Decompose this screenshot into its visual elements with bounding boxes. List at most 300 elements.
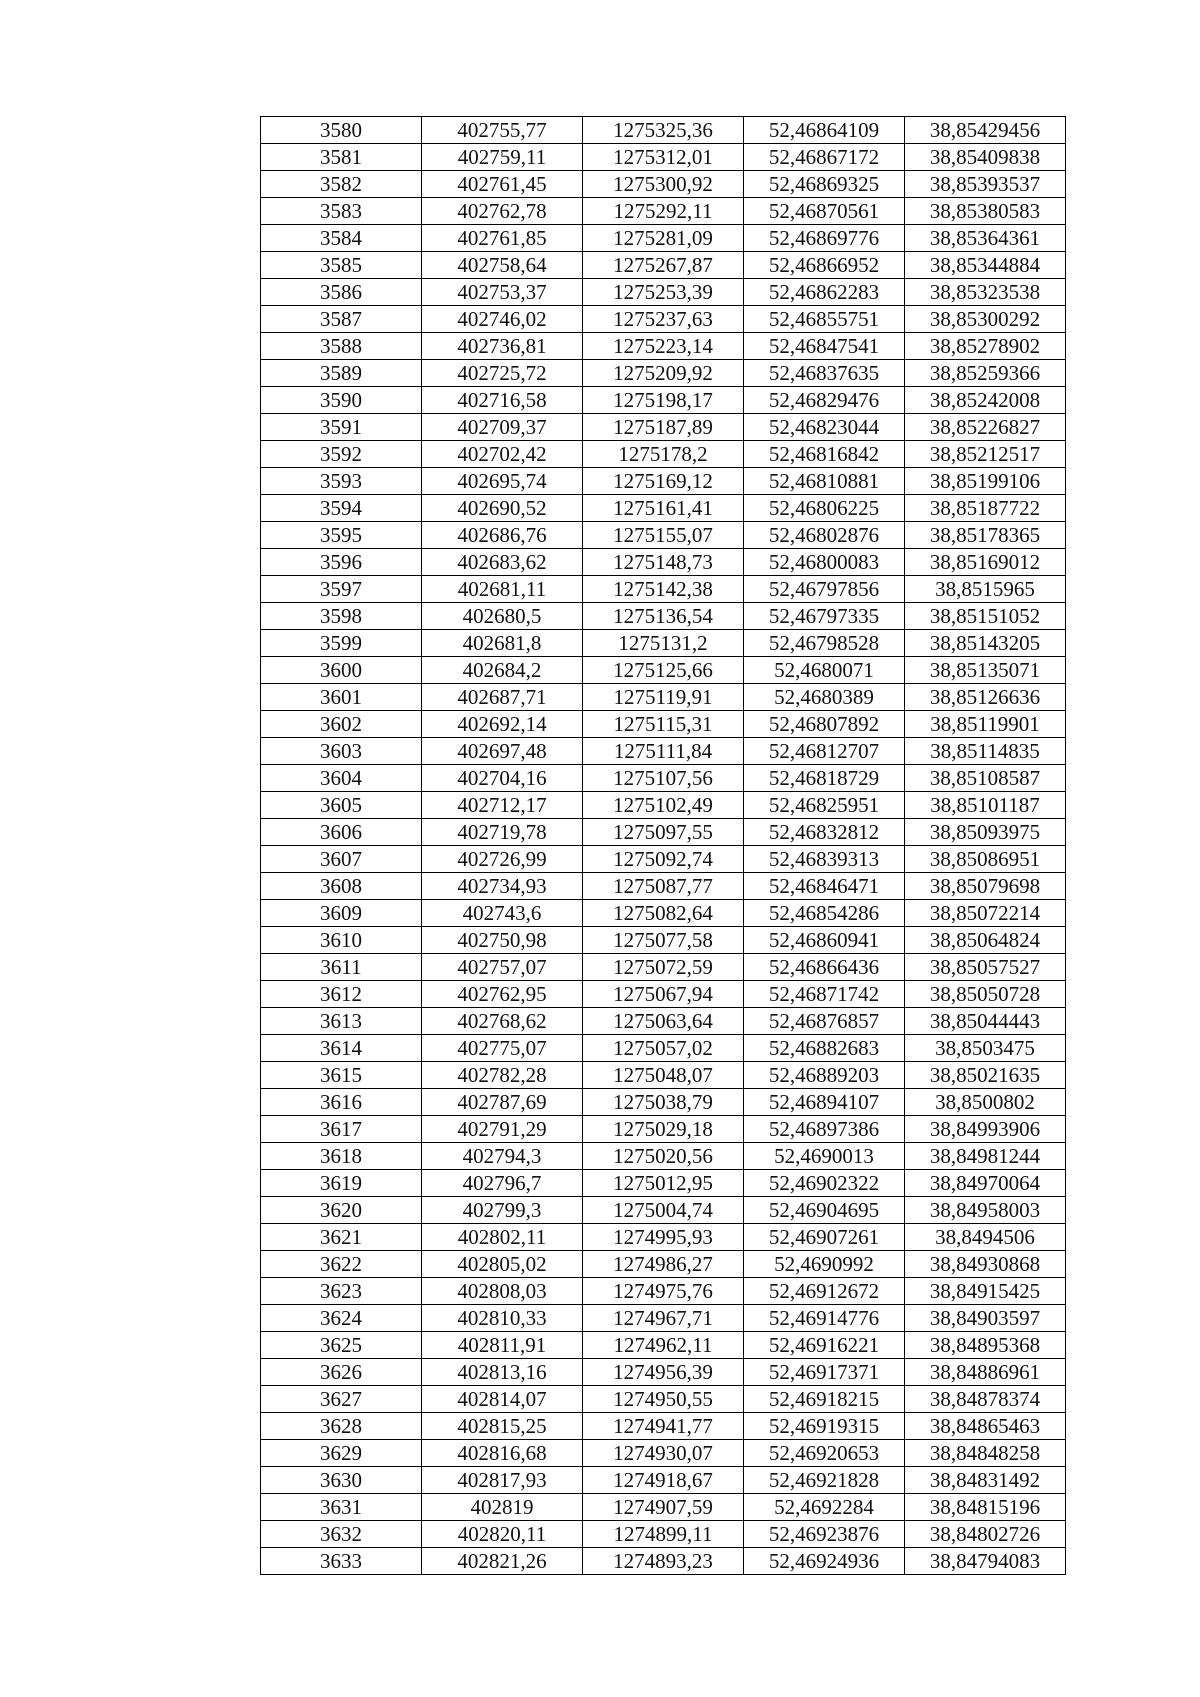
point-number-cell: 3601 <box>261 684 422 711</box>
x-coordinate-cell: 402762,78 <box>422 198 583 225</box>
y-coordinate-cell: 1274918,67 <box>583 1467 744 1494</box>
point-number-cell: 3584 <box>261 225 422 252</box>
x-coordinate-cell: 402746,02 <box>422 306 583 333</box>
point-number-cell: 3614 <box>261 1035 422 1062</box>
latitude-cell: 52,46810881 <box>744 468 905 495</box>
longitude-cell: 38,85278902 <box>905 333 1066 360</box>
point-number-cell: 3622 <box>261 1251 422 1278</box>
longitude-cell: 38,84815196 <box>905 1494 1066 1521</box>
table-row <box>261 954 1066 981</box>
x-coordinate-cell: 402805,02 <box>422 1251 583 1278</box>
table-row <box>261 738 1066 765</box>
longitude-cell: 38,85086951 <box>905 846 1066 873</box>
table-row <box>261 522 1066 549</box>
point-number-cell: 3609 <box>261 900 422 927</box>
latitude-cell: 52,46825951 <box>744 792 905 819</box>
latitude-cell: 52,46914776 <box>744 1305 905 1332</box>
y-coordinate-cell: 1275111,84 <box>583 738 744 765</box>
y-coordinate-cell: 1275136,54 <box>583 603 744 630</box>
x-coordinate-cell: 402761,85 <box>422 225 583 252</box>
latitude-cell: 52,46919315 <box>744 1413 905 1440</box>
latitude-cell: 52,46867172 <box>744 144 905 171</box>
table-row <box>261 981 1066 1008</box>
x-coordinate-cell: 402816,68 <box>422 1440 583 1467</box>
x-coordinate-cell: 402690,52 <box>422 495 583 522</box>
x-coordinate-cell: 402761,45 <box>422 171 583 198</box>
table-row <box>261 117 1066 144</box>
x-coordinate-cell: 402817,93 <box>422 1467 583 1494</box>
point-number-cell: 3590 <box>261 387 422 414</box>
table-row <box>261 846 1066 873</box>
y-coordinate-cell: 1275020,56 <box>583 1143 744 1170</box>
x-coordinate-cell: 402686,76 <box>422 522 583 549</box>
y-coordinate-cell: 1275198,17 <box>583 387 744 414</box>
longitude-cell: 38,85212517 <box>905 441 1066 468</box>
longitude-cell: 38,85101187 <box>905 792 1066 819</box>
longitude-cell: 38,85108587 <box>905 765 1066 792</box>
y-coordinate-cell: 1275169,12 <box>583 468 744 495</box>
point-number-cell: 3599 <box>261 630 422 657</box>
x-coordinate-cell: 402681,11 <box>422 576 583 603</box>
y-coordinate-cell: 1274893,23 <box>583 1548 744 1575</box>
point-number-cell: 3632 <box>261 1521 422 1548</box>
x-coordinate-cell: 402753,37 <box>422 279 583 306</box>
y-coordinate-cell: 1274986,27 <box>583 1251 744 1278</box>
table-row <box>261 1116 1066 1143</box>
point-number-cell: 3618 <box>261 1143 422 1170</box>
longitude-cell: 38,85300292 <box>905 306 1066 333</box>
longitude-cell: 38,84958003 <box>905 1197 1066 1224</box>
table-row <box>261 468 1066 495</box>
latitude-cell: 52,46846471 <box>744 873 905 900</box>
latitude-cell: 52,46923876 <box>744 1521 905 1548</box>
point-number-cell: 3612 <box>261 981 422 1008</box>
longitude-cell: 38,84831492 <box>905 1467 1066 1494</box>
table-row <box>261 198 1066 225</box>
longitude-cell: 38,85344884 <box>905 252 1066 279</box>
latitude-cell: 52,46869776 <box>744 225 905 252</box>
table-row <box>261 1089 1066 1116</box>
latitude-cell: 52,46904695 <box>744 1197 905 1224</box>
longitude-cell: 38,85226827 <box>905 414 1066 441</box>
table-row <box>261 1197 1066 1224</box>
table-row <box>261 1413 1066 1440</box>
latitude-cell: 52,46829476 <box>744 387 905 414</box>
longitude-cell: 38,85393537 <box>905 171 1066 198</box>
longitude-cell: 38,84970064 <box>905 1170 1066 1197</box>
longitude-cell: 38,8500802 <box>905 1089 1066 1116</box>
longitude-cell: 38,85323538 <box>905 279 1066 306</box>
x-coordinate-cell: 402811,91 <box>422 1332 583 1359</box>
y-coordinate-cell: 1275178,2 <box>583 441 744 468</box>
point-number-cell: 3625 <box>261 1332 422 1359</box>
point-number-cell: 3596 <box>261 549 422 576</box>
y-coordinate-cell: 1275312,01 <box>583 144 744 171</box>
x-coordinate-cell: 402768,62 <box>422 1008 583 1035</box>
table-row <box>261 306 1066 333</box>
latitude-cell: 52,46855751 <box>744 306 905 333</box>
point-number-cell: 3607 <box>261 846 422 873</box>
longitude-cell: 38,8515965 <box>905 576 1066 603</box>
longitude-cell: 38,85151052 <box>905 603 1066 630</box>
latitude-cell: 52,46924936 <box>744 1548 905 1575</box>
x-coordinate-cell: 402808,03 <box>422 1278 583 1305</box>
x-coordinate-cell: 402757,07 <box>422 954 583 981</box>
y-coordinate-cell: 1275087,77 <box>583 873 744 900</box>
latitude-cell: 52,46800083 <box>744 549 905 576</box>
table-row <box>261 387 1066 414</box>
x-coordinate-cell: 402681,8 <box>422 630 583 657</box>
y-coordinate-cell: 1275237,63 <box>583 306 744 333</box>
latitude-cell: 52,4690013 <box>744 1143 905 1170</box>
latitude-cell: 52,46797335 <box>744 603 905 630</box>
point-number-cell: 3616 <box>261 1089 422 1116</box>
latitude-cell: 52,46907261 <box>744 1224 905 1251</box>
x-coordinate-cell: 402692,14 <box>422 711 583 738</box>
point-number-cell: 3626 <box>261 1359 422 1386</box>
x-coordinate-cell: 402743,6 <box>422 900 583 927</box>
point-number-cell: 3597 <box>261 576 422 603</box>
x-coordinate-cell: 402702,42 <box>422 441 583 468</box>
point-number-cell: 3593 <box>261 468 422 495</box>
y-coordinate-cell: 1274907,59 <box>583 1494 744 1521</box>
table-row <box>261 225 1066 252</box>
latitude-cell: 52,4692284 <box>744 1494 905 1521</box>
latitude-cell: 52,46847541 <box>744 333 905 360</box>
point-number-cell: 3592 <box>261 441 422 468</box>
x-coordinate-cell: 402759,11 <box>422 144 583 171</box>
latitude-cell: 52,46818729 <box>744 765 905 792</box>
x-coordinate-cell: 402813,16 <box>422 1359 583 1386</box>
table-row <box>261 1008 1066 1035</box>
table-row <box>261 441 1066 468</box>
table-row <box>261 1440 1066 1467</box>
point-number-cell: 3631 <box>261 1494 422 1521</box>
x-coordinate-cell: 402782,28 <box>422 1062 583 1089</box>
y-coordinate-cell: 1275161,41 <box>583 495 744 522</box>
latitude-cell: 52,46797856 <box>744 576 905 603</box>
table-row <box>261 765 1066 792</box>
x-coordinate-cell: 402802,11 <box>422 1224 583 1251</box>
table-row <box>261 1386 1066 1413</box>
y-coordinate-cell: 1274956,39 <box>583 1359 744 1386</box>
latitude-cell: 52,46869325 <box>744 171 905 198</box>
y-coordinate-cell: 1275148,73 <box>583 549 744 576</box>
longitude-cell: 38,85178365 <box>905 522 1066 549</box>
x-coordinate-cell: 402726,99 <box>422 846 583 873</box>
x-coordinate-cell: 402815,25 <box>422 1413 583 1440</box>
table-row <box>261 1305 1066 1332</box>
coordinates-table-body <box>261 117 1066 1575</box>
y-coordinate-cell: 1275267,87 <box>583 252 744 279</box>
y-coordinate-cell: 1275223,14 <box>583 333 744 360</box>
x-coordinate-cell: 402819 <box>422 1494 583 1521</box>
y-coordinate-cell: 1274962,11 <box>583 1332 744 1359</box>
y-coordinate-cell: 1275057,02 <box>583 1035 744 1062</box>
longitude-cell: 38,85021635 <box>905 1062 1066 1089</box>
y-coordinate-cell: 1275029,18 <box>583 1116 744 1143</box>
table-row <box>261 1224 1066 1251</box>
table-row <box>261 414 1066 441</box>
point-number-cell: 3581 <box>261 144 422 171</box>
point-number-cell: 3580 <box>261 117 422 144</box>
latitude-cell: 52,46871742 <box>744 981 905 1008</box>
point-number-cell: 3586 <box>261 279 422 306</box>
longitude-cell: 38,85409838 <box>905 144 1066 171</box>
longitude-cell: 38,8503475 <box>905 1035 1066 1062</box>
latitude-cell: 52,46860941 <box>744 927 905 954</box>
table-row <box>261 819 1066 846</box>
longitude-cell: 38,85057527 <box>905 954 1066 981</box>
y-coordinate-cell: 1275187,89 <box>583 414 744 441</box>
longitude-cell: 38,84895368 <box>905 1332 1066 1359</box>
longitude-cell: 38,85079698 <box>905 873 1066 900</box>
y-coordinate-cell: 1275115,31 <box>583 711 744 738</box>
y-coordinate-cell: 1275082,64 <box>583 900 744 927</box>
x-coordinate-cell: 402762,95 <box>422 981 583 1008</box>
latitude-cell: 52,46912672 <box>744 1278 905 1305</box>
point-number-cell: 3630 <box>261 1467 422 1494</box>
longitude-cell: 38,85119901 <box>905 711 1066 738</box>
point-number-cell: 3610 <box>261 927 422 954</box>
x-coordinate-cell: 402734,93 <box>422 873 583 900</box>
point-number-cell: 3617 <box>261 1116 422 1143</box>
latitude-cell: 52,46920653 <box>744 1440 905 1467</box>
y-coordinate-cell: 1275107,56 <box>583 765 744 792</box>
longitude-cell: 38,84903597 <box>905 1305 1066 1332</box>
longitude-cell: 38,84886961 <box>905 1359 1066 1386</box>
y-coordinate-cell: 1274930,07 <box>583 1440 744 1467</box>
y-coordinate-cell: 1275253,39 <box>583 279 744 306</box>
longitude-cell: 38,85169012 <box>905 549 1066 576</box>
longitude-cell: 38,84878374 <box>905 1386 1066 1413</box>
table-row <box>261 360 1066 387</box>
table-row <box>261 927 1066 954</box>
y-coordinate-cell: 1275209,92 <box>583 360 744 387</box>
table-row <box>261 576 1066 603</box>
x-coordinate-cell: 402814,07 <box>422 1386 583 1413</box>
table-row <box>261 1278 1066 1305</box>
latitude-cell: 52,4690992 <box>744 1251 905 1278</box>
point-number-cell: 3587 <box>261 306 422 333</box>
latitude-cell: 52,46812707 <box>744 738 905 765</box>
x-coordinate-cell: 402704,16 <box>422 765 583 792</box>
point-number-cell: 3582 <box>261 171 422 198</box>
longitude-cell: 38,84993906 <box>905 1116 1066 1143</box>
latitude-cell: 52,46876857 <box>744 1008 905 1035</box>
x-coordinate-cell: 402799,3 <box>422 1197 583 1224</box>
y-coordinate-cell: 1275102,49 <box>583 792 744 819</box>
point-number-cell: 3629 <box>261 1440 422 1467</box>
longitude-cell: 38,85050728 <box>905 981 1066 1008</box>
longitude-cell: 38,84865463 <box>905 1413 1066 1440</box>
point-number-cell: 3619 <box>261 1170 422 1197</box>
table-row <box>261 684 1066 711</box>
point-number-cell: 3594 <box>261 495 422 522</box>
y-coordinate-cell: 1275012,95 <box>583 1170 744 1197</box>
y-coordinate-cell: 1275097,55 <box>583 819 744 846</box>
y-coordinate-cell: 1275077,58 <box>583 927 744 954</box>
point-number-cell: 3604 <box>261 765 422 792</box>
point-number-cell: 3620 <box>261 1197 422 1224</box>
table-row <box>261 1035 1066 1062</box>
table-row <box>261 1143 1066 1170</box>
point-number-cell: 3608 <box>261 873 422 900</box>
longitude-cell: 38,85135071 <box>905 657 1066 684</box>
longitude-cell: 38,85114835 <box>905 738 1066 765</box>
longitude-cell: 38,84981244 <box>905 1143 1066 1170</box>
longitude-cell: 38,85429456 <box>905 117 1066 144</box>
point-number-cell: 3628 <box>261 1413 422 1440</box>
y-coordinate-cell: 1275300,92 <box>583 171 744 198</box>
point-number-cell: 3611 <box>261 954 422 981</box>
latitude-cell: 52,46806225 <box>744 495 905 522</box>
point-number-cell: 3600 <box>261 657 422 684</box>
latitude-cell: 52,46798528 <box>744 630 905 657</box>
latitude-cell: 52,46916221 <box>744 1332 905 1359</box>
y-coordinate-cell: 1275119,91 <box>583 684 744 711</box>
latitude-cell: 52,46897386 <box>744 1116 905 1143</box>
y-coordinate-cell: 1275292,11 <box>583 198 744 225</box>
x-coordinate-cell: 402750,98 <box>422 927 583 954</box>
x-coordinate-cell: 402695,74 <box>422 468 583 495</box>
y-coordinate-cell: 1275092,74 <box>583 846 744 873</box>
longitude-cell: 38,85093975 <box>905 819 1066 846</box>
point-number-cell: 3621 <box>261 1224 422 1251</box>
table-row <box>261 1521 1066 1548</box>
point-number-cell: 3588 <box>261 333 422 360</box>
y-coordinate-cell: 1275048,07 <box>583 1062 744 1089</box>
table-row <box>261 1359 1066 1386</box>
point-number-cell: 3595 <box>261 522 422 549</box>
latitude-cell: 52,46894107 <box>744 1089 905 1116</box>
point-number-cell: 3603 <box>261 738 422 765</box>
longitude-cell: 38,85199106 <box>905 468 1066 495</box>
x-coordinate-cell: 402755,77 <box>422 117 583 144</box>
table-row <box>261 1170 1066 1197</box>
table-row <box>261 1494 1066 1521</box>
longitude-cell: 38,85187722 <box>905 495 1066 522</box>
table-row <box>261 873 1066 900</box>
y-coordinate-cell: 1275038,79 <box>583 1089 744 1116</box>
table-row <box>261 603 1066 630</box>
x-coordinate-cell: 402683,62 <box>422 549 583 576</box>
point-number-cell: 3591 <box>261 414 422 441</box>
y-coordinate-cell: 1275063,64 <box>583 1008 744 1035</box>
table-row <box>261 171 1066 198</box>
point-number-cell: 3598 <box>261 603 422 630</box>
table-row <box>261 549 1066 576</box>
point-number-cell: 3624 <box>261 1305 422 1332</box>
y-coordinate-cell: 1275131,2 <box>583 630 744 657</box>
table-row <box>261 792 1066 819</box>
point-number-cell: 3615 <box>261 1062 422 1089</box>
x-coordinate-cell: 402719,78 <box>422 819 583 846</box>
latitude-cell: 52,46882683 <box>744 1035 905 1062</box>
latitude-cell: 52,46854286 <box>744 900 905 927</box>
table-row <box>261 252 1066 279</box>
y-coordinate-cell: 1275067,94 <box>583 981 744 1008</box>
y-coordinate-cell: 1274899,11 <box>583 1521 744 1548</box>
x-coordinate-cell: 402820,11 <box>422 1521 583 1548</box>
x-coordinate-cell: 402796,7 <box>422 1170 583 1197</box>
y-coordinate-cell: 1275155,07 <box>583 522 744 549</box>
x-coordinate-cell: 402736,81 <box>422 333 583 360</box>
y-coordinate-cell: 1274950,55 <box>583 1386 744 1413</box>
point-number-cell: 3583 <box>261 198 422 225</box>
point-number-cell: 3605 <box>261 792 422 819</box>
y-coordinate-cell: 1274995,93 <box>583 1224 744 1251</box>
longitude-cell: 38,85259366 <box>905 360 1066 387</box>
latitude-cell: 52,46839313 <box>744 846 905 873</box>
longitude-cell: 38,85064824 <box>905 927 1066 954</box>
y-coordinate-cell: 1274967,71 <box>583 1305 744 1332</box>
latitude-cell: 52,46918215 <box>744 1386 905 1413</box>
x-coordinate-cell: 402758,64 <box>422 252 583 279</box>
table-row <box>261 1062 1066 1089</box>
latitude-cell: 52,46870561 <box>744 198 905 225</box>
latitude-cell: 52,46902322 <box>744 1170 905 1197</box>
table-row <box>261 495 1066 522</box>
x-coordinate-cell: 402709,37 <box>422 414 583 441</box>
table-row <box>261 1332 1066 1359</box>
y-coordinate-cell: 1275004,74 <box>583 1197 744 1224</box>
point-number-cell: 3589 <box>261 360 422 387</box>
table-row <box>261 144 1066 171</box>
point-number-cell: 3585 <box>261 252 422 279</box>
point-number-cell: 3606 <box>261 819 422 846</box>
table-row <box>261 1548 1066 1575</box>
point-number-cell: 3633 <box>261 1548 422 1575</box>
longitude-cell: 38,8494506 <box>905 1224 1066 1251</box>
point-number-cell: 3627 <box>261 1386 422 1413</box>
x-coordinate-cell: 402712,17 <box>422 792 583 819</box>
latitude-cell: 52,4680389 <box>744 684 905 711</box>
latitude-cell: 52,46832812 <box>744 819 905 846</box>
longitude-cell: 38,85242008 <box>905 387 1066 414</box>
longitude-cell: 38,85072214 <box>905 900 1066 927</box>
y-coordinate-cell: 1275325,36 <box>583 117 744 144</box>
table-row <box>261 657 1066 684</box>
latitude-cell: 52,46807892 <box>744 711 905 738</box>
y-coordinate-cell: 1274975,76 <box>583 1278 744 1305</box>
latitude-cell: 52,46866436 <box>744 954 905 981</box>
longitude-cell: 38,85143205 <box>905 630 1066 657</box>
x-coordinate-cell: 402787,69 <box>422 1089 583 1116</box>
coordinates-table <box>260 116 1066 1575</box>
x-coordinate-cell: 402821,26 <box>422 1548 583 1575</box>
longitude-cell: 38,85044443 <box>905 1008 1066 1035</box>
latitude-cell: 52,46889203 <box>744 1062 905 1089</box>
table-row <box>261 900 1066 927</box>
longitude-cell: 38,84848258 <box>905 1440 1066 1467</box>
y-coordinate-cell: 1274941,77 <box>583 1413 744 1440</box>
table-row <box>261 1251 1066 1278</box>
point-number-cell: 3602 <box>261 711 422 738</box>
longitude-cell: 38,84915425 <box>905 1278 1066 1305</box>
latitude-cell: 52,46823044 <box>744 414 905 441</box>
x-coordinate-cell: 402775,07 <box>422 1035 583 1062</box>
y-coordinate-cell: 1275142,38 <box>583 576 744 603</box>
x-coordinate-cell: 402725,72 <box>422 360 583 387</box>
longitude-cell: 38,84930868 <box>905 1251 1066 1278</box>
x-coordinate-cell: 402697,48 <box>422 738 583 765</box>
x-coordinate-cell: 402791,29 <box>422 1116 583 1143</box>
table-row <box>261 333 1066 360</box>
latitude-cell: 52,46917371 <box>744 1359 905 1386</box>
latitude-cell: 52,46862283 <box>744 279 905 306</box>
point-number-cell: 3623 <box>261 1278 422 1305</box>
